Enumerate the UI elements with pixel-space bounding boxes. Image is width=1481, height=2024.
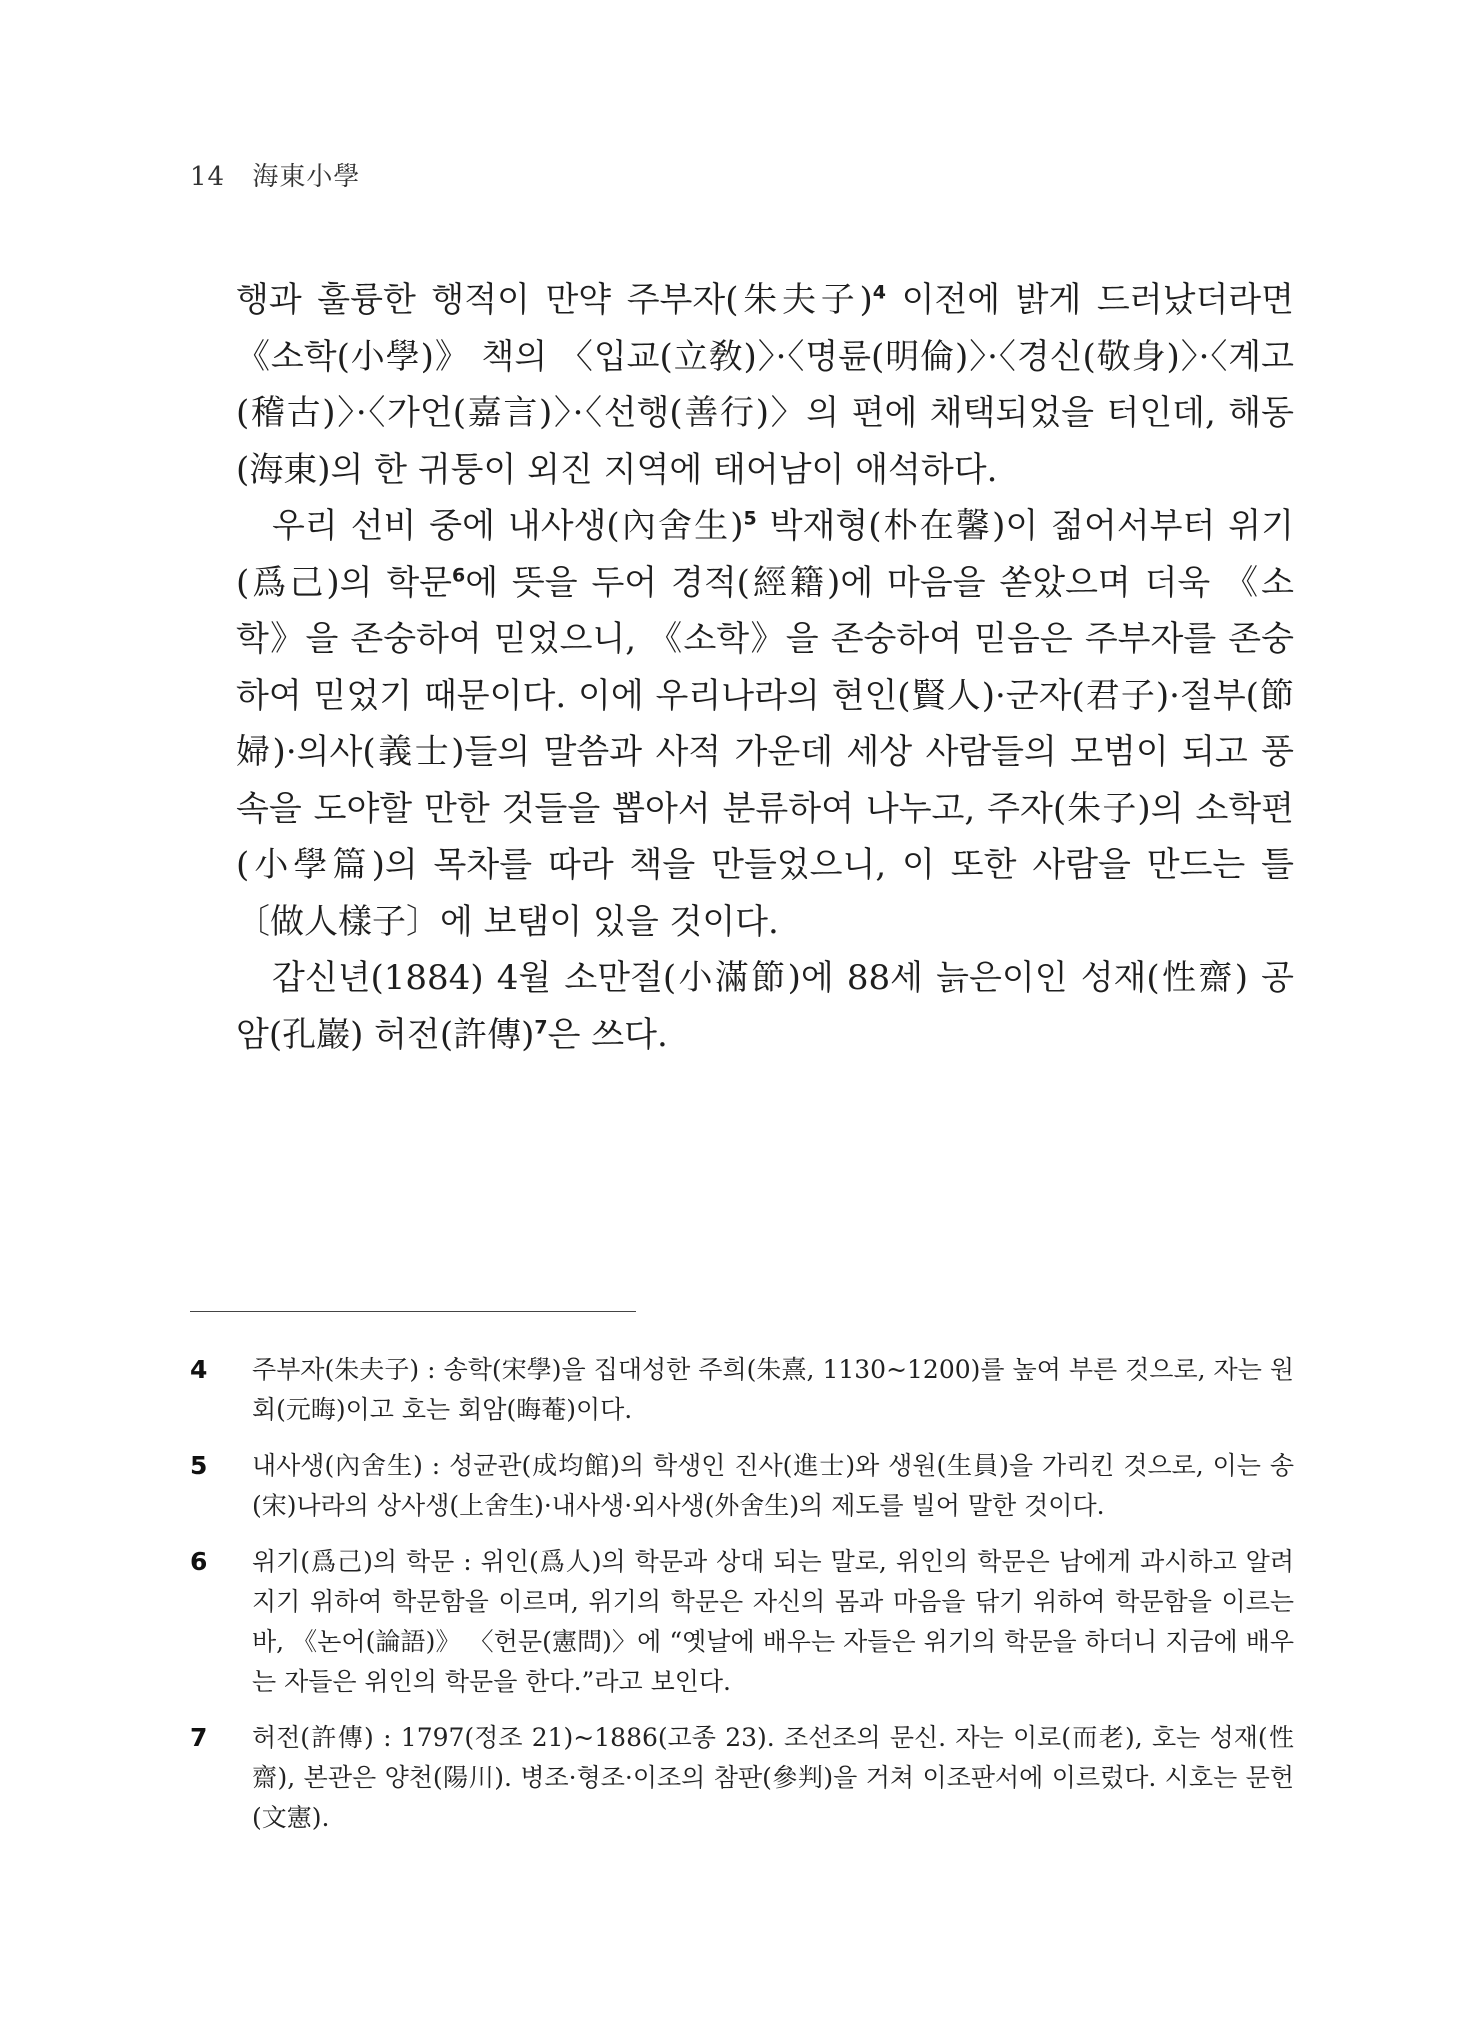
footnote-ref-7[interactable]: 7	[534, 1016, 548, 1039]
book-title: 海東小學	[252, 162, 361, 192]
running-header	[190, 156, 360, 193]
footnote-text: 위기(爲己)의 학문 : 위인(爲人)의 학문과 상대 되는 말로, 위인의 학문은 남에게 과시하고 알려지기 위하여 학문함을 이르며, 위기의 학문은 자신의 몸과 마음을 닦기 위하여 학문함을 이르는 바, 《논어(論語)》 〈헌문(憲問)〉에 “옛날에 배우는 자들은 위기의 학문을 하더니 지금에 배우는 자들은 위인의 학문을 한다.”라고 보인다.	[252, 1547, 1294, 1696]
paragraph-1-text-cont: 이전에 밝게 드러났더라면 《소학(小學)》 책의 〈입교(立敎)〉·〈명륜(明倫)〉·〈경신(敬身)〉·〈계고(稽古)〉·〈가언(嘉言)〉·〈선행(善行)〉의 편에 채택되었을 터인데, 해동(海東)의 한 귀퉁이 외진 지역에 태어남이 애석하다.	[236, 280, 1294, 490]
footnote-ref-4[interactable]: 4	[872, 281, 887, 304]
footnote-number: 7	[190, 1723, 208, 1752]
footnote-ref-6[interactable]: 6	[452, 564, 466, 587]
paragraph-3-text: 갑신년(1884) 4월 소만절(小滿節)에 88세 늙은이인 성재(性齋) 공암(孔巖) 허전(許傳)	[236, 958, 1294, 1055]
paragraph-2-text-cont: 박재형(朴在馨)이 젊어서부터 위기(爲己)의 학문	[236, 506, 1294, 603]
footnote-text: 허전(許傳) : 1797(정조 21)~1886(고종 23). 조선조의 문신. 자는 이로(而老), 호는 성재(性齋), 본관은 양천(陽川). 병조·형조·이조의 참판(參判)을 거쳐 이조판서에 이르렀다. 시호는 문헌(文憲).	[252, 1723, 1294, 1832]
paragraph-2-text-end: 에 뜻을 두어 경적(經籍)에 마음을 쏟았으며 더욱 《소학》을 존숭하여 믿었으니, 《소학》을 존숭하여 믿음은 주부자를 존숭하여 믿었기 때문이다. 이에 우리나라의 현인(賢人)·군자(君子)·절부(節婦)·의사(義士)들의 말씀과 사적 가운데 세상 사람들의 모범이 되고 풍속을 도야할 만한 것들을 뽑아서 분류하여 나누고, 주자(朱子)의 소학편(小學篇)의 목차를 따라 책을 만들었으니, 이 또한 사람을 만드는 틀〔做人樣子〕에 보탬이 있을 것이다.	[236, 562, 1295, 942]
footnote-ref-5[interactable]: 5	[743, 507, 757, 530]
footnote-5	[190, 1446, 1294, 1526]
footnote-divider	[190, 1311, 636, 1312]
paragraph-2	[236, 498, 1294, 950]
main-text	[236, 272, 1294, 1063]
footnote-text: 주부자(朱夫子) : 송학(宋學)을 집대성한 주희(朱熹, 1130~1200)를 높여 부른 것으로, 자는 원회(元晦)이고 호는 회암(晦菴)이다.	[252, 1355, 1294, 1424]
page-number: 14	[190, 162, 226, 192]
footnote-text: 내사생(內舍生) : 성균관(成均館)의 학생인 진사(進士)와 생원(生員)을 가리킨 것으로, 이는 송(宋)나라의 상사생(上舍生)·내사생·외사생(外舍生)의 제도를 빌어 말한 것이다.	[252, 1451, 1294, 1520]
footnote-4	[190, 1350, 1294, 1430]
paragraph-1-text: 행과 훌륭한 행적이 만약 주부자(朱夫子)	[236, 280, 873, 320]
paragraph-1	[236, 272, 1294, 498]
footnote-7	[190, 1718, 1294, 1838]
footnote-number: 4	[190, 1355, 208, 1384]
paragraph-2-text: 우리 선비 중에 내사생(內舍生)	[272, 506, 744, 546]
footnote-number: 6	[190, 1547, 208, 1576]
footnotes	[190, 1350, 1294, 1854]
paragraph-3-text-cont: 은 쓰다.	[547, 1014, 668, 1055]
footnote-6	[190, 1542, 1294, 1702]
paragraph-3	[236, 950, 1294, 1063]
footnote-number: 5	[190, 1451, 208, 1480]
